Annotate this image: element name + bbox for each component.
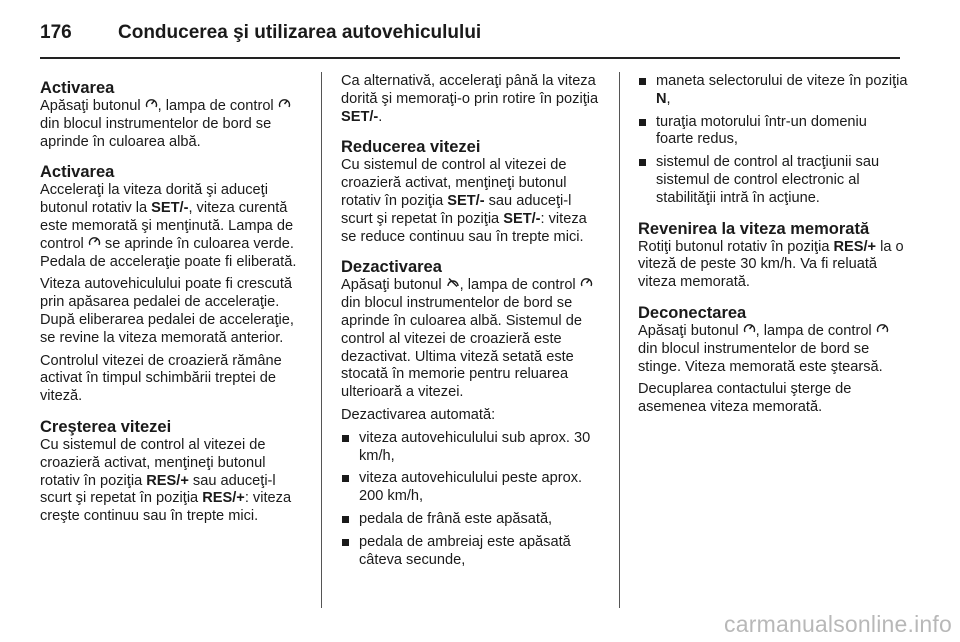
column-2	[341, 73, 603, 581]
list-item: sistemul de control al tracţiunii sau sistemul de control electronic al stabilităţii intră în acţiune.	[638, 154, 908, 207]
watermark: carmanualsonline.info	[724, 611, 952, 637]
column-3	[638, 73, 908, 429]
section-heading: Dezactivarea	[341, 258, 442, 277]
chapter-title: Conducerea şi utilizarea autovehiculului	[118, 22, 482, 43]
paragraph: Cu sistemul de control al vitezei de croazieră activat, menţineţi butonul rotativ în poziţia RES/+ sau aduceţi-l scurt şi repetat în poziţia RES/+: viteza creşte continuu sau în trepte mici.	[40, 436, 292, 525]
paragraph: Cu sistemul de control al vitezei de croazieră activat, menţineţi butonul rotativ în poziţia SET/- sau aduceţi-l scurt şi repetat în poziţia SET/-: viteza se reduce continuu sau în trepte mici.	[341, 157, 587, 245]
section-continuation	[341, 73, 603, 126]
section-heading: Reducerea vitezei	[341, 138, 481, 157]
page-number: 176	[40, 22, 72, 43]
cruise-cancel-icon	[446, 277, 460, 288]
section-speed-increase	[40, 418, 308, 526]
page-header	[40, 16, 481, 50]
cruise-control-icon	[743, 323, 756, 334]
list-item: turaţia motorului într-un domeniu foarte redus,	[638, 114, 908, 150]
section-heading: Deconectarea	[638, 303, 747, 322]
section-activation-1	[40, 79, 308, 151]
section-heading: Activarea	[40, 163, 115, 182]
column-1	[40, 73, 308, 538]
paragraph: Acceleraţi la viteza dorită şi aduceţi butonul rotativ la SET/-, viteza curentă este memorată şi menţinută. Lampa de control se aprinde în culoarea verde. Pedala de acceleraţie poate fi eliberată.	[40, 182, 297, 270]
auto-deactivation-list-cont	[638, 73, 908, 208]
section-heading: Revenirea la viteza memorată	[638, 219, 870, 238]
paragraph: Decuplarea contactului şterge de asemenea viteza memorată.	[638, 381, 852, 416]
section-speed-reduce	[341, 138, 603, 246]
section-list-continuation	[638, 73, 908, 208]
paragraph: Apăsaţi butonul , lampa de control din blocul instrumentelor de bord se aprinde în culoarea albă. Sistemul de control al vitezei de croazieră este dezactivat. Ultima viteză setată este stocată în memorie pentru reluarea ulterioară a vitezei.	[341, 277, 603, 402]
cruise-control-icon	[278, 98, 291, 109]
column-divider	[321, 72, 322, 608]
paragraph: Apăsaţi butonul , lampa de control din blocul instrumentelor de bord se stinge. Viteza memorată este ştearsă.	[638, 323, 908, 376]
cruise-control-icon	[580, 277, 593, 288]
paragraph: Ca alternativă, acceleraţi până la viteza dorită şi memoraţi-o prin rotire în poziţia SET/-.	[341, 73, 599, 125]
paragraph: Dezactivarea automată:	[341, 406, 496, 423]
section-heading: Activarea	[40, 79, 115, 97]
list-item: pedala de frână este apăsată,	[341, 511, 603, 529]
paragraph: Viteza autovehiculului poate fi crescută prin apăsarea pedalei de acceleraţie. După eliberarea pedalei de acceleraţie, se revine la viteza memorată anterior.	[40, 276, 294, 346]
auto-deactivation-list	[341, 430, 603, 570]
header-rule	[40, 57, 900, 59]
section-heading: Creşterea vitezei	[40, 417, 172, 436]
paragraph: Controlul vitezei de croazieră rămâne activat în timpul schimbării treptei de viteză.	[40, 352, 282, 405]
list-item: viteza autovehiculului peste aprox. 200 km/h,	[341, 470, 603, 506]
column-divider	[619, 72, 620, 608]
cruise-control-icon	[876, 323, 889, 334]
section-disconnect	[638, 304, 908, 417]
list-item: maneta selectorului de viteze în poziţia N,	[638, 73, 908, 109]
paragraph: Rotiţi butonul rotativ în poziţia RES/+ la o viteză de peste 30 km/h. Va fi reluată viteza memorată.	[638, 238, 904, 291]
section-activation-2	[40, 163, 308, 406]
cruise-control-icon	[145, 98, 158, 109]
list-item: viteza autovehiculului sub aprox. 30 km/h,	[341, 430, 603, 466]
list-item: pedala de ambreiaj este apăsată câteva secunde,	[341, 534, 603, 570]
paragraph: Apăsaţi butonul , lampa de control din blocul instrumentelor de bord se aprinde în culoarea albă.	[40, 98, 308, 151]
section-deactivation	[341, 258, 603, 569]
section-resume-speed	[638, 220, 908, 292]
cruise-control-icon	[88, 236, 101, 247]
